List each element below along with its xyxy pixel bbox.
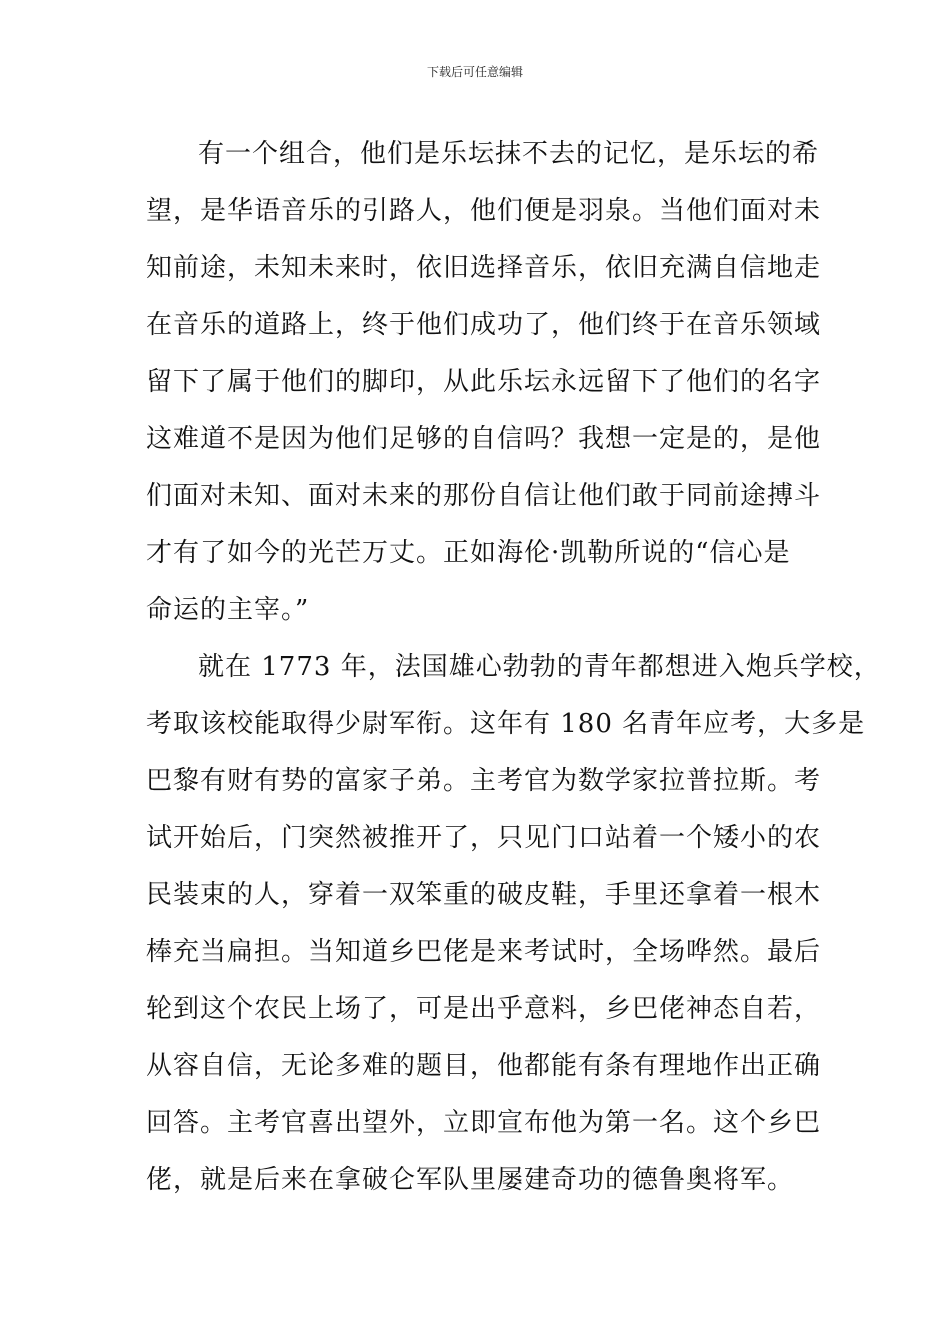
text-line: 有一个组合，他们是乐坛抹不去的记忆，是乐坛的希 <box>198 139 820 169</box>
text-line: 试开始后，门突然被推开了，只见门口站着一个矮小的农 <box>146 823 822 853</box>
text-line: 民装束的人，穿着一双笨重的破皮鞋，手里还拿着一根木 <box>146 880 822 910</box>
text-line: 棒充当扁担。当知道乡巴佬是来考试时，全场哗然。最后 <box>146 937 822 967</box>
document-body <box>146 126 881 1209</box>
text-line: 佬，就是后来在拿破仑军队里屡建奇功的德鲁奥将军。 <box>146 1165 795 1195</box>
paragraph-1 <box>146 126 822 639</box>
text-line: 轮到这个农民上场了，可是出乎意料，乡巴佬神态自若， <box>146 994 822 1024</box>
text-line: 留下了属于他们的脚印，从此乐坛永远留下了他们的名字 <box>146 367 822 397</box>
paragraph-2 <box>146 639 881 1209</box>
text-line: 知前途，未知未来时，依旧选择音乐，依旧充满自信地走 <box>146 253 822 283</box>
page-header: 下载后可任意编辑 <box>426 65 523 79</box>
text-line: 望，是华语音乐的引路人，他们便是羽泉。当他们面对未 <box>146 196 822 226</box>
text-line: 命运的主宰。” <box>146 595 310 625</box>
text-line: 才有了如今的光芒万丈。正如海伦·凯勒所说的“信心是 <box>146 538 791 568</box>
text-line: 考取该校能取得少尉军衔。这年有 180 名青年应考，大多是 <box>146 709 866 739</box>
text-line: 在音乐的道路上，终于他们成功了，他们终于在音乐领域 <box>146 310 822 340</box>
text-line: 就在 1773 年，法国雄心勃勃的青年都想进入炮兵学校， <box>198 652 881 682</box>
text-line: 们面对未知、面对未来的那份自信让他们敢于同前途搏斗 <box>146 481 822 511</box>
text-line: 从容自信，无论多难的题目，他都能有条有理地作出正确 <box>146 1051 822 1081</box>
text-line: 巴黎有财有势的富家子弟。主考官为数学家拉普拉斯。考 <box>146 766 822 796</box>
text-line: 回答。主考官喜出望外，立即宣布他为第一名。这个乡巴 <box>146 1108 822 1138</box>
text-line: 这难道不是因为他们足够的自信吗？我想一定是的，是他 <box>146 424 822 454</box>
